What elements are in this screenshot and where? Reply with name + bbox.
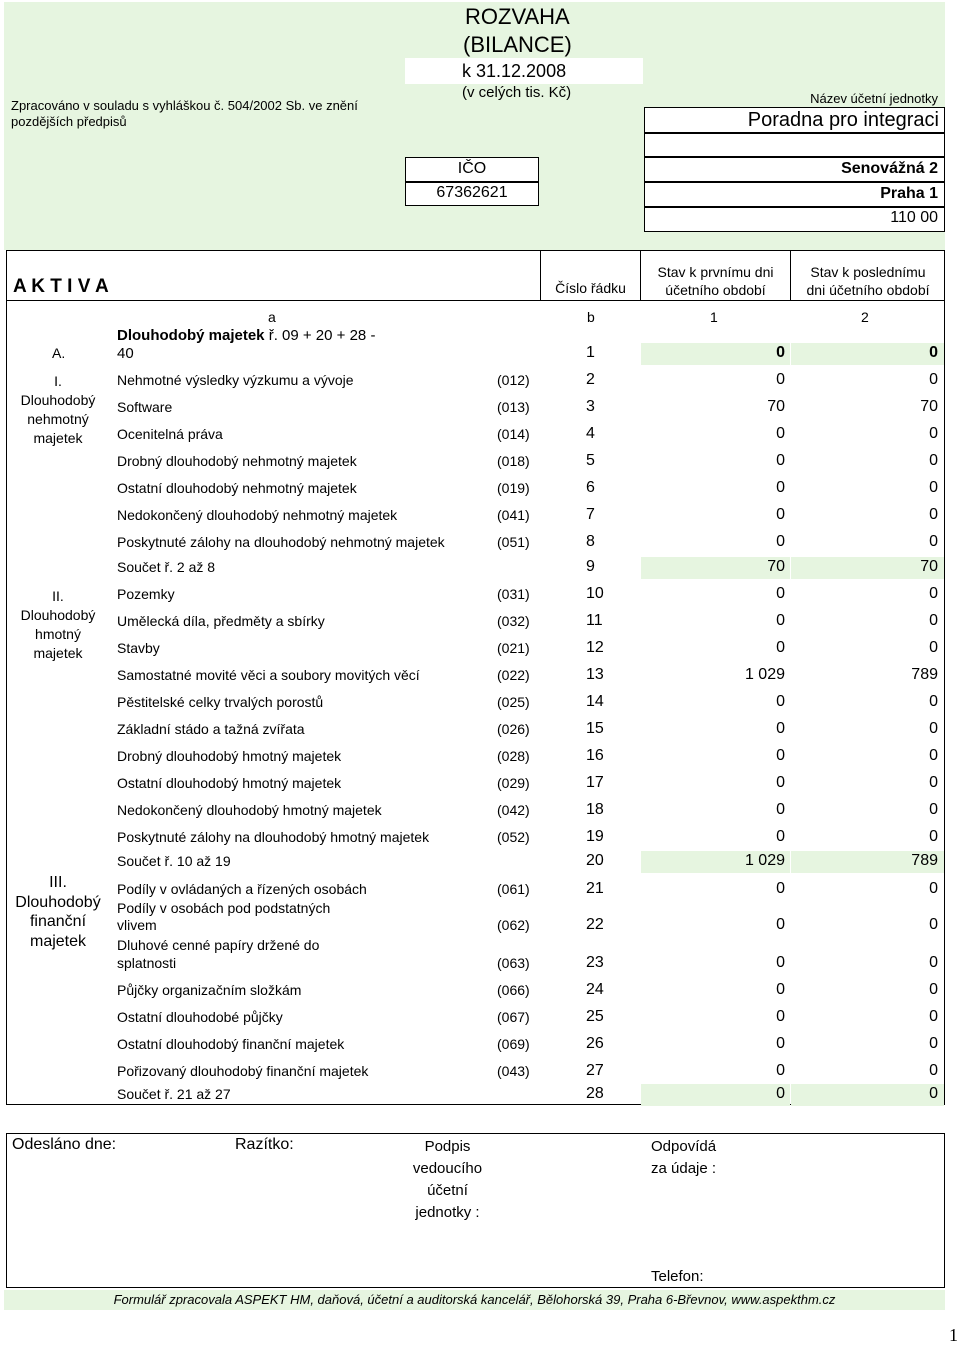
row-first-value: 0 [776,916,785,933]
row-number: 15 [586,720,604,737]
col-first-2: účetního období [665,282,766,298]
row-first-value: 0 [776,774,785,791]
key-a: a [268,309,276,325]
col-last-1: Stav k poslednímu [810,264,926,280]
doc-units: (v celých tis. Kč) [462,84,572,101]
row-label: Nedokončený dlouhodobý hmotný majetek [117,802,382,818]
entity-extra-box [644,133,945,157]
row-first-value: 0 [776,1008,785,1025]
row-number: 22 [586,916,604,933]
row-last-value: 70 [920,398,938,415]
row-number: 4 [586,425,595,442]
row-first-value: 0 [776,1062,785,1079]
row-first-value: 0 [776,452,785,469]
ico-value: 67362621 [436,184,508,201]
row-label: splatnosti [117,955,177,971]
row-first-value: 0 [776,585,785,602]
row-label: Ostatní dlouhodobý hmotný majetek [117,775,342,791]
row-last-value: 0 [929,585,938,602]
row-code: (012) [497,372,530,388]
row-number: 23 [586,954,604,971]
row-first-value: 0 [776,506,785,523]
row-last-value: 0 [929,801,938,818]
legal-basis-2: pozdějších předpisů [11,114,127,129]
row-number: 21 [586,880,604,897]
row-code: (042) [497,802,530,818]
col-first-1: Stav k prvnímu dni [657,264,774,280]
row-number: 1 [586,344,595,361]
stamp-label: Razítko: [235,1136,294,1153]
row-code: (014) [497,426,530,442]
row-code: (025) [497,694,530,710]
row-label: Umělecká díla, předměty a sbírky [117,613,325,629]
row-last-value: 0 [929,720,938,737]
row-last-value: 70 [920,558,938,575]
responsible-label: Odpovídá za údaje : [651,1138,717,1177]
entity-city: Praha 1 [880,185,938,202]
row-last-value: 0 [929,916,938,933]
row-first-value: 0 [776,747,785,764]
row-label: Podíly v ovládaných a řízených osobách [117,881,367,897]
row-first-value: 0 [776,954,785,971]
row-code: (021) [497,640,530,656]
row-first-value: 0 [776,425,785,442]
row-code: (041) [497,507,530,523]
row-last-value: 0 [929,1062,938,1079]
row-label: Součet ř. 10 až 19 [117,853,231,869]
ico-label: IČO [457,160,487,177]
row-label: Drobný dlouhodobý nehmotný majetek [117,453,357,469]
row-first-value: 0 [776,533,785,550]
row-last-value: 0 [929,425,938,442]
group-iii-label: III. Dlouhodobý finanční majetek [15,874,101,950]
row-last-value: 0 [929,1035,938,1052]
row-23-label-line1: Dluhové cenné papíry držené do [117,937,320,953]
row-code: (062) [497,917,530,933]
group-a-title-2: 40 [117,345,134,362]
row-label: Základní stádo a tažná zvířata [117,721,305,737]
row-code: (019) [497,480,530,496]
row-number: 25 [586,1008,604,1025]
key-2: 2 [861,309,869,325]
row-number: 10 [586,585,604,602]
row-first-value: 0 [776,612,785,629]
row-last-value: 789 [911,666,938,683]
group-a-title: Dlouhodobý majetek ř. 09 + 20 + 28 - [117,327,376,344]
row-last-value: 0 [929,452,938,469]
row-number: 28 [586,1085,604,1102]
section-title: A K T I V A [13,276,109,297]
row-first-value: 0 [776,981,785,998]
row-code: (018) [497,453,530,469]
row-first-value: 0 [776,639,785,656]
row-first-value: 0 [776,880,785,897]
row-label: Ocenitelná práva [117,426,223,442]
row-last-value: 0 [929,693,938,710]
row-number: 11 [586,612,603,629]
row-last-value: 0 [929,774,938,791]
doc-date: k 31.12.2008 [462,61,567,81]
entity-name: Poradna pro integraci [747,109,939,131]
row-code: (061) [497,881,530,897]
row-number: 26 [586,1035,604,1052]
row-last-value: 0 [929,1008,938,1025]
row-number: 3 [586,398,595,415]
col-row-no: Číslo řádku [555,280,626,296]
row-number: 5 [586,452,595,469]
row-label: Nedokončený dlouhodobý nehmotný majetek [117,507,398,523]
row-first-value: 0 [776,344,785,361]
row-last-value: 0 [929,506,938,523]
row-number: 9 [586,558,595,575]
row-code: (063) [497,955,530,971]
row-first-value: 0 [776,371,785,388]
row-last-value: 0 [929,371,938,388]
row-label: Drobný dlouhodobý hmotný majetek [117,748,342,764]
row-last-value: 0 [929,1085,938,1102]
entity-label: Název účetní jednotky [810,91,938,106]
col-last-2: dni účetního období [806,282,930,298]
row-label: Poskytnuté zálohy na dlouhodobý nehmotný majetek [117,534,445,550]
row-code: (067) [497,1009,530,1025]
row-label: Stavby [117,640,160,656]
group-i-label: I. Dlouhodobý nehmotný majetek [20,373,96,446]
row-number: 13 [586,666,604,683]
row-first-value: 70 [767,558,785,575]
row-first-value: 0 [776,1035,785,1052]
row-last-value: 0 [929,981,938,998]
row-last-value: 0 [929,639,938,656]
row-first-value: 70 [767,398,785,415]
group-ii-label: II. Dlouhodobý hmotný majetek [20,588,96,661]
row-22-label-line1: Podíly v osobách pod podstatných [117,900,331,916]
row-label: Poskytnuté zálohy na dlouhodobý hmotný majetek [117,829,430,845]
key-b: b [587,309,595,325]
entity-street: Senovážná 2 [841,160,938,177]
row-last-value: 0 [929,612,938,629]
row-label: Součet ř. 2 až 8 [117,559,216,575]
row-label: Nehmotné výsledky výzkumu a vývoje [117,372,354,388]
row-first-value: 0 [776,720,785,737]
form-author-note: Formulář zpracovala ASPEKT HM, daňová, účetní a auditorská kancelář, Bělohorská 39, Praha 6-Břevnov, www.aspekthm.cz [4,1290,945,1310]
signature-label: Podpis vedoucího účetní jednotky : [412,1138,483,1221]
row-code: (066) [497,982,530,998]
row-number: 19 [586,828,604,845]
row-number: 20 [586,852,604,869]
row-first-value: 1 029 [744,666,785,683]
row-number: 16 [586,747,604,764]
row-code: (013) [497,399,530,415]
group-a-mark: A. [52,345,66,361]
doc-title-1: ROZVAHA [465,4,570,29]
row-number: 27 [586,1062,604,1079]
row-code: (026) [497,721,530,737]
row-label: Samostatné movité věci a soubory movitých věcí [117,667,420,683]
phone-label: Telefon: [651,1268,704,1285]
row-code: (032) [497,613,530,629]
row-label: Ostatní dlouhodobý finanční majetek [117,1036,345,1052]
row-first-value: 0 [776,693,785,710]
row-number: 14 [586,693,604,710]
row-label: Pořizovaný dlouhodobý finanční majetek [117,1063,369,1079]
row-last-value: 0 [929,954,938,971]
doc-title-2: (BILANCE) [463,32,572,57]
row-number: 17 [586,774,604,791]
key-1: 1 [710,309,718,325]
row-first-value: 0 [776,1085,785,1102]
row-number: 6 [586,479,595,496]
page-number: 1 [949,1325,958,1345]
entity-zip: 110 00 [890,209,938,226]
row-label: Ostatní dlouhodobé půjčky [117,1009,283,1025]
row-first-value: 1 029 [744,852,785,869]
row-code: (043) [497,1063,530,1079]
row-label: Pěstitelské celky trvalých porostů [117,694,324,710]
row-code: (051) [497,534,530,550]
row-first-value: 0 [776,801,785,818]
row-code: (031) [497,586,530,602]
row-last-value: 0 [929,479,938,496]
row-label: Software [117,399,173,415]
row-number: 12 [586,639,604,656]
sent-date-label: Odesláno dne: [12,1136,117,1153]
row-label: vlivem [117,917,157,933]
row-last-value: 0 [929,880,938,897]
row-label: Součet ř. 21 až 27 [117,1086,231,1102]
row-number: 7 [586,506,595,523]
row-number: 18 [586,801,604,818]
row-code: (052) [497,829,530,845]
row-label: Půjčky organizačním složkám [117,982,302,998]
row-code: (028) [497,748,530,764]
row-first-value: 0 [776,828,785,845]
row-last-value: 789 [911,852,938,869]
row-label: Pozemky [117,586,175,602]
row-first-value: 0 [776,479,785,496]
row-number: 24 [586,981,604,998]
row-last-value: 0 [929,747,938,764]
row-last-value: 0 [929,828,938,845]
row-label: Ostatní dlouhodobý nehmotný majetek [117,480,357,496]
row-last-value: 0 [929,344,938,361]
row-code: (029) [497,775,530,791]
row-code: (022) [497,667,530,683]
legal-basis-1: Zpracováno v souladu s vyhláškou č. 504/2002 Sb. ve znění [11,98,358,113]
row-number: 8 [586,533,595,550]
row-last-value: 0 [929,533,938,550]
row-number: 2 [586,371,595,388]
row-code: (069) [497,1036,530,1052]
